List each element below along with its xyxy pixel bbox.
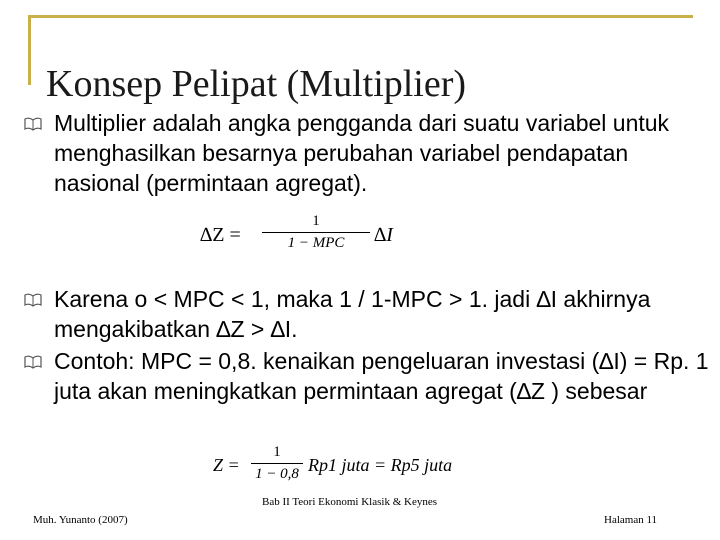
slide-title: Konsep Pelipat (Multiplier) <box>46 63 467 105</box>
formula-numerator: 1 <box>312 213 320 229</box>
formula-lhs: ∆Z = <box>200 224 241 246</box>
bullet-text: Multiplier adalah angka pengganda dari suatu variabel untuk menghasilkan besarnya perubahan variabel pendapatan nasional (permintaan agregat). <box>54 110 670 196</box>
title-frame-left-line <box>28 15 31 85</box>
multiplier-formula <box>200 212 410 262</box>
formula-fraction <box>251 444 303 483</box>
fraction-bar <box>251 463 303 464</box>
footer-author: Muh. Yunanto (2007) <box>33 514 128 526</box>
bullet-text: Karena o < MPC < 1, maka 1 / 1-MPC > 1. jadi ∆I akhirnya mengakibatkan ∆Z > ∆I. <box>54 286 651 342</box>
formula-denominator: 1 − MPC <box>287 235 345 251</box>
fraction-bar <box>262 232 370 233</box>
book-bullet-icon <box>24 293 42 307</box>
book-bullet-icon <box>24 355 42 369</box>
book-bullet-icon <box>24 117 42 131</box>
footer-page-number: Halaman 11 <box>604 514 658 526</box>
formula-rhs: ∆I <box>374 224 393 246</box>
formula-numerator: 1 <box>273 444 281 460</box>
formula-rhs: Rp1 juta = Rp5 juta <box>308 455 453 475</box>
bullet-text: Contoh: MPC = 0,8. kenaikan pengeluaran investasi (∆I) = Rp. 1 juta akan meningkatkan permintaan agregat (∆Z ) sebesar <box>54 348 709 404</box>
example-formula <box>213 443 483 493</box>
footer-chapter: Bab II Teori Ekonomi Klasik & Keynes <box>262 496 437 508</box>
formula-denominator: 1 − 0,8 <box>255 466 299 482</box>
formula-fraction <box>262 213 370 252</box>
title-frame-top-line <box>28 15 693 18</box>
formula-lhs: Z = <box>213 455 240 475</box>
